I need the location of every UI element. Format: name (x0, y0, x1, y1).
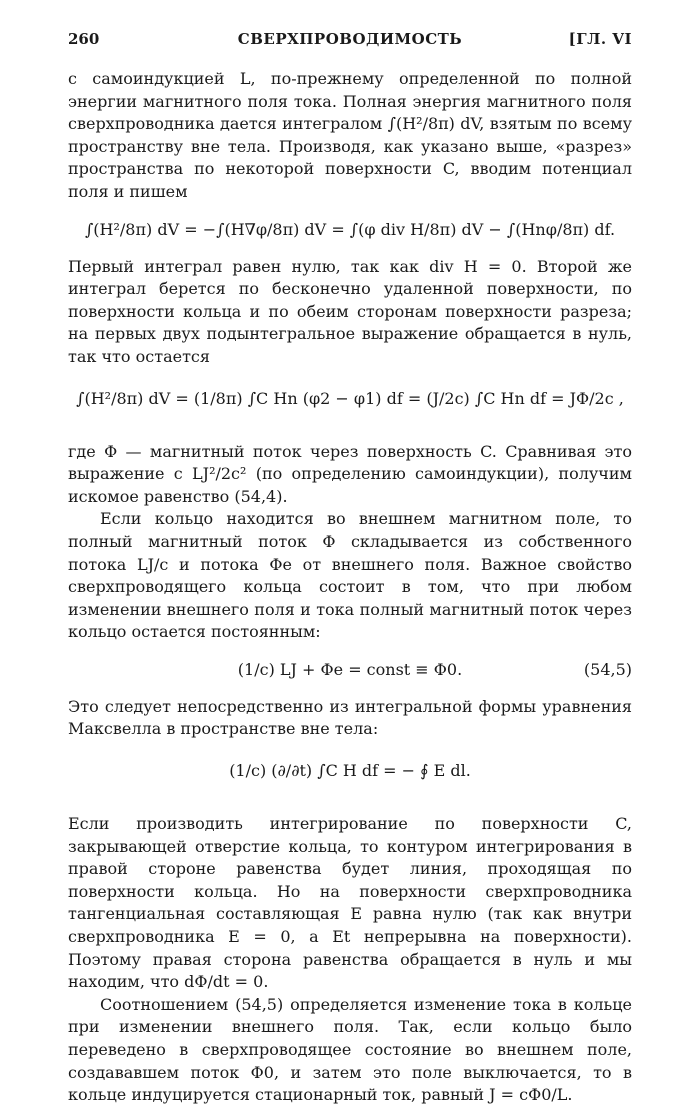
page-number: 260 (68, 30, 100, 48)
paragraph-2: Первый интеграл равен нулю, так как div H = 0. Второй же интеграл берется по бесконечно удаленной поверхности, по поверхности кольца и по обеим сторонам поверхности разреза; на первых двух подынтегральное выражение обращается в нуль, так что остается (68, 256, 632, 366)
running-title: СВЕРХПРОВОДИМОСТЬ (237, 30, 463, 48)
equation-flux-integral (68, 369, 632, 441)
paragraph-1-text-a: с самоиндукцией L, по-прежнему определенной по полной энергии магнитного поля тока. Полная энергия магнитного поля сверхпроводника дается интегралом (68, 69, 632, 134)
equation-1-text: ∫(H²/8π) dV = −∫(H∇φ/8π) dV = ∫(φ div H/8π) dV − ∫(Hnφ/8π) df. (84, 219, 616, 239)
equation-4-text: (1/c) (∂/∂t) ∫C H df = − ∮ E dl. (229, 761, 471, 781)
inline-energy-integral: ∫(H²/8π) dV, (387, 114, 485, 134)
paragraph-7: Соотношением (54,5) определяется изменение тока в кольце при изменении внешнего поля. Так, если кольцо было переведено в сверхпроводящее состояние во внешнем поле, создававшем поток Φ0, и затем это поле выключается, то в кольце индуцируется стационарный ток, равный J = cΦ0/L. (68, 994, 632, 1105)
paragraph-1-text-b: взятым по всему пространству вне тела. Производя, как указано выше, «разрез» пространства по некоторой поверхности C, вводим потенциал поля и пишем (68, 114, 633, 201)
equation-flux-conservation (68, 644, 632, 696)
equation-number: (54,5) (583, 659, 632, 679)
equation-3-text: (1/c) LJ + Φe = const ≡ Φ0. (237, 659, 463, 679)
equation-energy-integral (68, 204, 632, 256)
page-body (68, 68, 632, 1107)
paragraph-5: Это следует непосредственно из интегральной формы уравнения Максвелла в пространстве вне тела: (68, 696, 632, 739)
paragraph-4: Если кольцо находится во внешнем магнитном поле, то полный магнитный поток Φ складывается из собственного потока LJ/c и потока Φe от внешнего поля. Важное свойство сверхпроводящего кольца состоит в том, что при любом изменении внешнего поля и тока полный магнитный поток через кольцо остается постоянным: (68, 509, 632, 642)
equation-maxwell (68, 741, 632, 813)
paragraph-1 (68, 68, 632, 204)
paragraph-3: где Φ — магнитный поток через поверхность C. Сравнивая это выражение с LJ²/2c² (по определению самоиндукции), получим искомое равенство (54,4). (68, 441, 632, 506)
page-header (68, 30, 632, 52)
paragraph-6: Если производить интегрирование по поверхности C, закрывающей отверстие кольца, то контуром интегрирования в правой стороне равенства будет линия, проходящая по поверхности кольца. Но на поверхности сверхпроводника тангенциальная составляющая E равна нулю (так как внутри сверхпроводника E = 0, а Et непрерывна на поверхности). Поэтому правая сторона равенства обращается в нуль и мы находим, что dΦ/dt = 0. (68, 814, 632, 992)
equation-2-text: ∫(H²/8π) dV = (1/8π) ∫C Hn (φ2 − φ1) df = (J/2c) ∫C Hn df = JΦ/2c , (76, 388, 624, 408)
chapter-label: [ГЛ. VI (568, 30, 632, 48)
